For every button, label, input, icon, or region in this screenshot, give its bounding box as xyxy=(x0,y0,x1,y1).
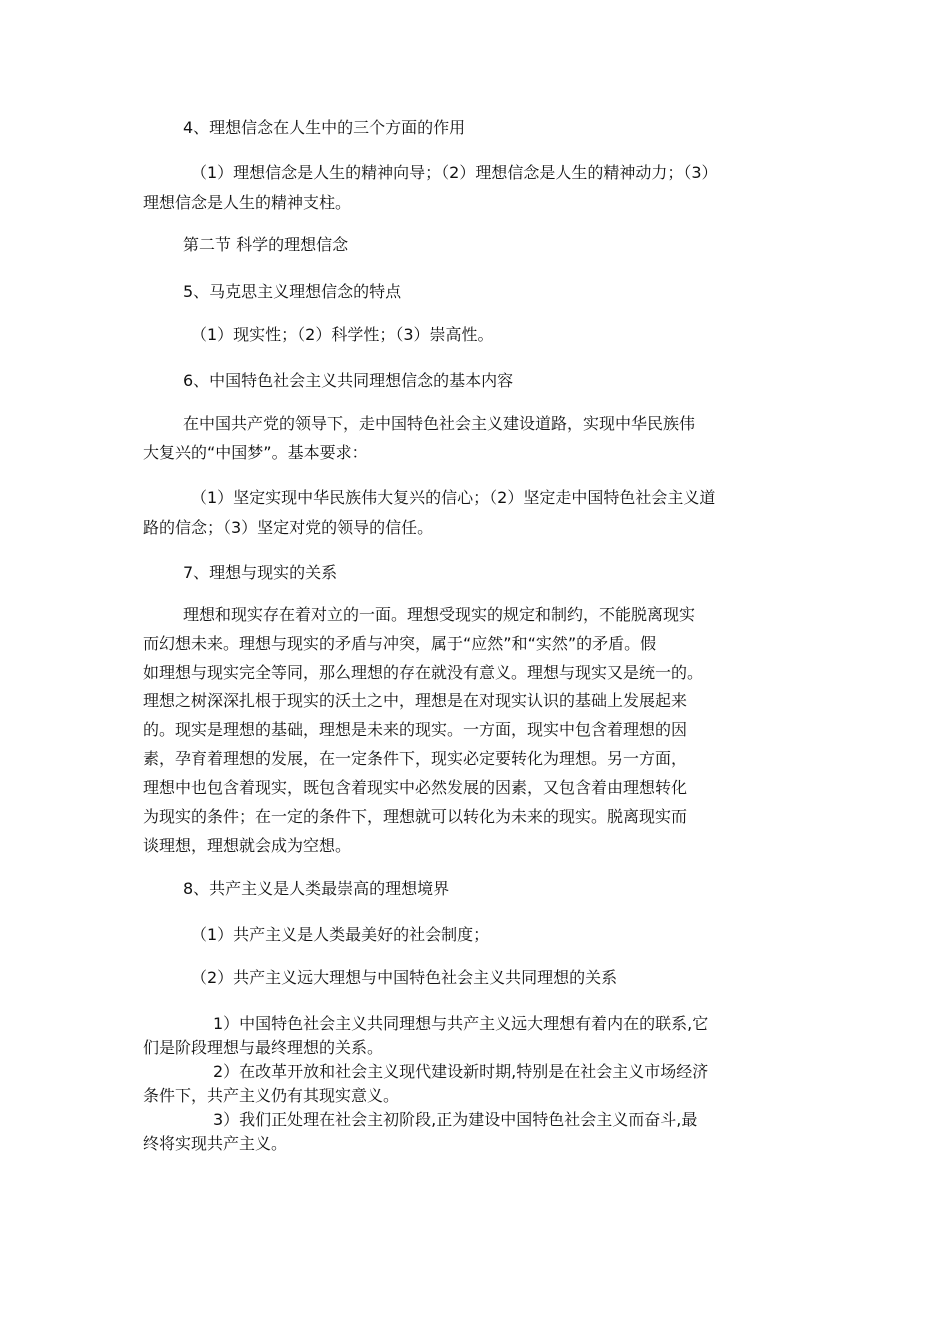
paragraph-line: 3）我们正处理在社会主初阶段,正为建设中国特色社会主义而奋斗,最 xyxy=(213,1110,698,1129)
paragraph-line: （1）现实性；（2）科学性；（3）崇高性。 xyxy=(191,325,494,344)
paragraph-line: 终将实现共产主义。 xyxy=(143,1134,288,1153)
paragraph-line: 们是阶段理想与最终理想的关系。 xyxy=(143,1038,384,1057)
paragraph-line: 素，孕育着理想的发展，在一定条件下，现实必定要转化为理想。另一方面， xyxy=(143,749,688,768)
paragraph-line: 如理想与现实完全等同，那么理想的存在就没有意义。理想与现实又是统一的。 xyxy=(143,663,704,682)
paragraph-line: 而幻想未来。理想与现实的矛盾与冲突，属于“应然”和“实然”的矛盾。假 xyxy=(143,634,657,653)
heading-item-7: 7、理想与现实的关系 xyxy=(183,563,338,582)
paragraph-line: 理想信念是人生的精神支柱。 xyxy=(143,193,352,212)
paragraph-line: 2）在改革开放和社会主义现代建设新时期,特别是在社会主义市场经济 xyxy=(213,1062,709,1081)
paragraph-line: （1）共产主义是人类最美好的社会制度； xyxy=(191,925,490,944)
heading-item-8: 8、共产主义是人类最崇高的理想境界 xyxy=(183,879,450,898)
heading-item-5: 5、马克思主义理想信念的特点 xyxy=(183,282,402,301)
paragraph-line: 1）中国特色社会主义共同理想与共产主义远大理想有着内在的联系,它 xyxy=(213,1014,709,1033)
section-title: 第二节 科学的理想信念 xyxy=(183,235,349,254)
paragraph-line: 理想中也包含着现实，既包含着现实中必然发展的因素，又包含着由理想转化 xyxy=(143,778,688,797)
heading-item-4: 4、理想信念在人生中的三个方面的作用 xyxy=(183,118,466,137)
paragraph-line: 理想之树深深扎根于现实的沃土之中，理想是在对现实认识的基础上发展起来 xyxy=(143,691,688,710)
paragraph-line: 条件下，共产主义仍有其现实意义。 xyxy=(143,1086,400,1105)
paragraph-line: 理想和现实存在着对立的一面。理想受现实的规定和制约，不能脱离现实 xyxy=(183,605,696,624)
paragraph-line: （1）理想信念是人生的精神向导；（2）理想信念是人生的精神动力；（3） xyxy=(191,163,718,182)
paragraph-line: 谈理想，理想就会成为空想。 xyxy=(143,836,352,855)
paragraph-line: 在中国共产党的领导下，走中国特色社会主义建设道路，实现中华民族伟 xyxy=(183,414,696,433)
paragraph-line: 的。现实是理想的基础，理想是未来的现实。一方面，现实中包含着理想的因 xyxy=(143,720,688,739)
heading-item-6: 6、中国特色社会主义共同理想信念的基本内容 xyxy=(183,371,514,390)
paragraph-line: （1）坚定实现中华民族伟大复兴的信心；（2）坚定走中国特色社会主义道 xyxy=(191,488,716,507)
paragraph-line: 为现实的条件；在一定的条件下，理想就可以转化为未来的现实。脱离现实而 xyxy=(143,807,688,826)
paragraph-line: 大复兴的“中国梦”。基本要求： xyxy=(143,443,368,462)
paragraph-line: （2）共产主义远大理想与中国特色社会主义共同理想的关系 xyxy=(191,968,618,987)
paragraph-line: 路的信念；（3）坚定对党的领导的信任。 xyxy=(143,518,434,537)
